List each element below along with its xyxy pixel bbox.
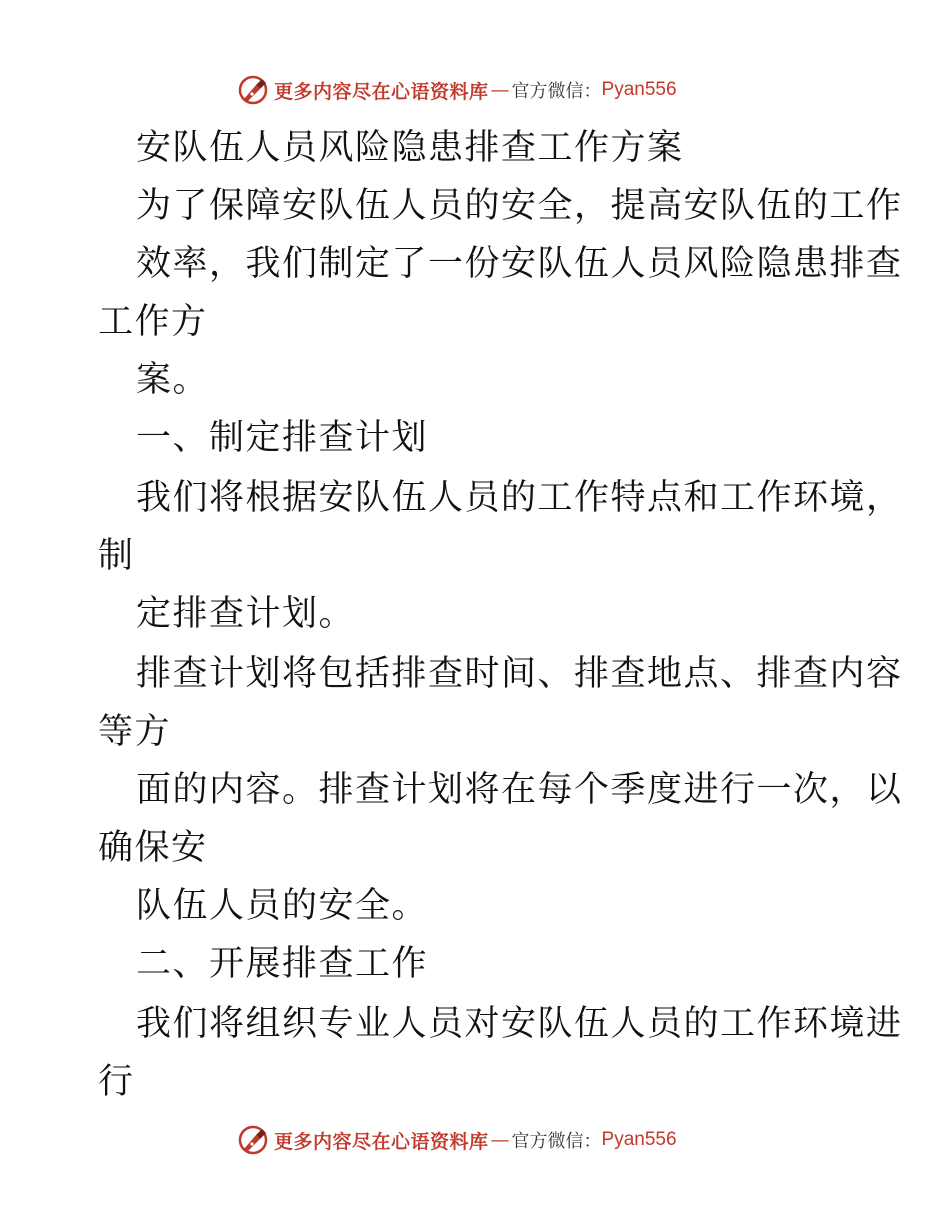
paragraph-line: 我们将组织专业人员对安队伍人员的工作环境进 (136, 1004, 903, 1044)
paragraph-line: 我们将根据安队伍人员的工作特点和工作环境， (136, 478, 903, 518)
paragraph-line: 行 (98, 1062, 135, 1102)
document-title: 安队伍人员风险隐患排查工作方案 (136, 128, 684, 168)
watermark-separator: — (490, 79, 510, 101)
paragraph-line: 定排查计划。 (136, 594, 356, 634)
watermark-wechat-id: Pyan556 (601, 79, 677, 100)
watermark-wechat-id: Pyan556 (601, 1129, 677, 1150)
pen-nib-logo-icon (236, 73, 270, 107)
paragraph-line: 等方 (98, 712, 172, 752)
paragraph-line: 案。 (136, 360, 210, 400)
paragraph-line: 队伍人员的安全。 (136, 886, 429, 926)
footer-watermark (236, 1122, 677, 1158)
section-heading: 二、开展排查工作 (136, 944, 429, 984)
paragraph-line: 工作方 (98, 302, 208, 342)
section-heading: 一、制定排查计划 (136, 418, 429, 458)
pen-nib-logo-icon (236, 1123, 270, 1157)
paragraph-line: 确保安 (98, 828, 208, 868)
watermark-official-label: 官方微信： (511, 1131, 602, 1152)
watermark-site-text: 更多内容尽在心语资料库 (274, 80, 489, 103)
watermark-separator: — (490, 1129, 510, 1151)
paragraph-line: 排查计划将包括排查时间、排查地点、排查内容 (136, 654, 903, 694)
watermark-official-label: 官方微信： (511, 81, 602, 102)
paragraph-line: 制 (98, 536, 135, 576)
paragraph-line: 为了保障安队伍人员的安全，提高安队伍的工作 (136, 186, 903, 226)
paragraph-line: 效率，我们制定了一份安队伍人员风险隐患排查 (136, 244, 903, 284)
watermark-site-text: 更多内容尽在心语资料库 (274, 1130, 489, 1153)
header-watermark (236, 72, 677, 108)
paragraph-line: 面的内容。排查计划将在每个季度进行一次，以 (136, 770, 903, 810)
